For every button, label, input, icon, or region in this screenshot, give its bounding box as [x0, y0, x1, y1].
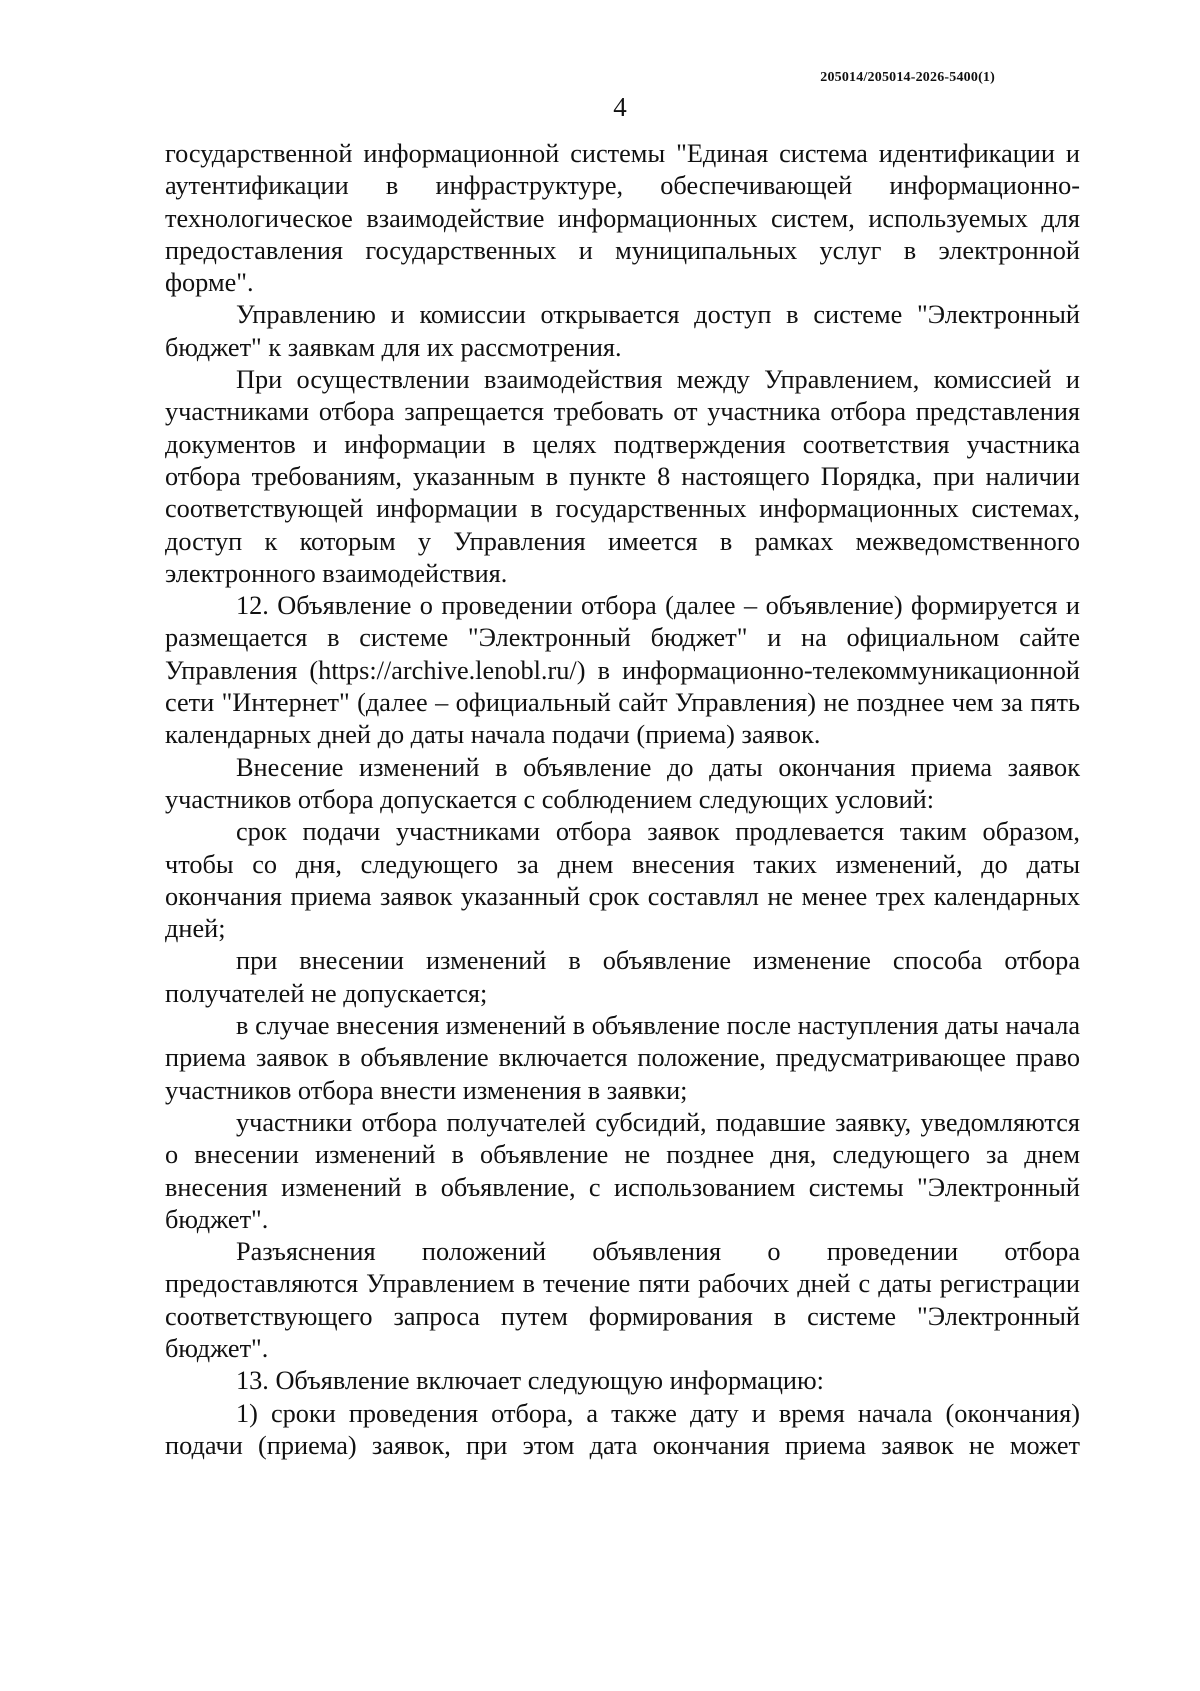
paragraph-item-13-1: 1) сроки проведения отбора, а также дату и время начала (окончания) подачи (приема) заявок, при этом дата окончания приема заявок не может: [165, 1398, 1080, 1460]
paragraph-changes: Внесение изменений в объявление до даты окончания приема заявок участников отбора допускается с соблюдением следующих условий:: [165, 752, 1080, 814]
paragraph-access: Управлению и комиссии открывается доступ в системе "Электронный бюджет" к заявкам для их рассмотрения.: [165, 300, 1080, 362]
paragraph-interaction: При осуществлении взаимодействия между Управлением, комиссией и участниками отбора запрещается требовать от участника отбора представления документов и информации в целях подтверждения соответствия участника отбора требованиям, указанным в пункте 8 настоящего Порядка, при наличии соответствующей информации в государственных информационных системах, доступ к которым у Управления имеется в рамках межведомственного электронного взаимодействия.: [165, 365, 1080, 588]
paragraph-deadline: срок подачи участниками отбора заявок продлевается таким образом, чтобы со дня, следующего за днем внесения таких изменений, до даты окончания приема заявок указанный срок составлял не менее трех календарных дней;: [165, 817, 1080, 944]
paragraph-amendments: в случае внесения изменений в объявление после наступления даты начала приема заявок в объявление включается положение, предусматривающее право участников отбора внести изменения в заявки;: [165, 1011, 1080, 1105]
paragraph-continuation: государственной информационной системы "Единая система идентификации и аутентификации в инфраструктуре, обеспечивающей информационно-технологическое взаимодействие информационных систем, используемых для предоставления государственных и муниципальных услуг в электронной форме".: [165, 139, 1080, 298]
document-body: [165, 138, 1080, 1462]
paragraph-notification: участники отбора получателей субсидий, подавшие заявку, уведомляются о внесении изменений в объявление не позднее дня, следующего за днем внесения изменений в объявление, с использованием системы "Электронный бюджет".: [165, 1107, 1080, 1234]
document-id: 205014/205014-2026-5400(1): [820, 70, 995, 85]
paragraph-clarifications: Разъяснения положений объявления о проведении отбора предоставляются Управлением в течение пяти рабочих дней с даты регистрации соответствующего запроса путем формирования в системе "Электронный бюджет".: [165, 1237, 1080, 1363]
paragraph-item-12: 12. Объявление о проведении отбора (далее – объявление) формируется и размещается в системе "Электронный бюджет" и на официальном сайте Управления (https://archive.lenobl.ru/) в информационно-телекоммуникационной сети "Интернет" (далее – официальный сайт Управления) не позднее чем за пять календарных дней до даты начала подачи (приема) заявок.: [165, 591, 1080, 750]
paragraph-method: при внесении изменений в объявление изменение способа отбора получателей не допускается;: [165, 946, 1080, 1008]
page-number: 4: [613, 92, 627, 122]
paragraph-item-13: 13. Объявление включает следующую информацию:: [236, 1366, 824, 1396]
